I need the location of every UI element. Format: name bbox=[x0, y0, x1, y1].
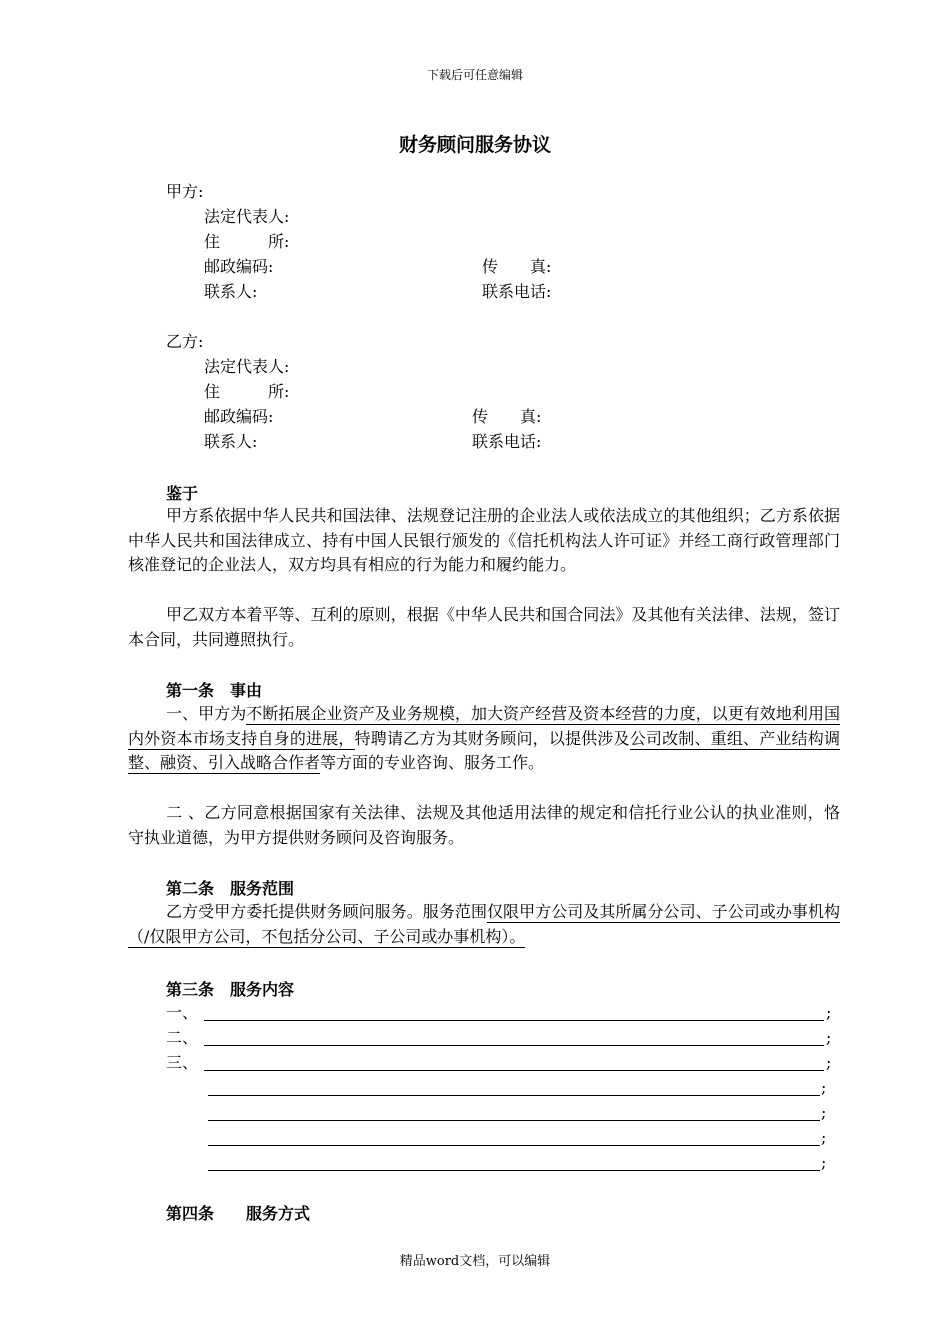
article-3-item-1-blank-line bbox=[204, 1020, 824, 1021]
article-2-paragraph-1 bbox=[128, 900, 840, 949]
article-3-extra-blank-line-1 bbox=[208, 1095, 820, 1096]
whereas-heading: 鉴于 bbox=[166, 484, 199, 503]
article-3-item-1-label: 一、 bbox=[166, 1003, 199, 1022]
party-a-label: 甲方: bbox=[166, 182, 204, 201]
article-3-item-3-semicolon: ; bbox=[826, 1053, 832, 1072]
header-note: 下载后可任意编辑 bbox=[426, 68, 523, 82]
party-b-address: 住 所: bbox=[204, 382, 290, 401]
party-b-fax: 传 真: bbox=[472, 407, 542, 426]
party-b-legal-rep: 法定代表人: bbox=[204, 357, 290, 376]
article-1-paragraph-1 bbox=[128, 702, 840, 776]
whereas-p1-text: 甲方系依据中华人民共和国法律、法规登记注册的企业法人或依法成立的其他组织；乙方系依据中华人民共和国法律成立、持有中国人民银行颁发的《信托机构法人许可证》并经工商行政管理部门核准登记的企业法人，双方均具有相应的行为能力和履约能力。 bbox=[128, 506, 840, 575]
article-4-heading: 第四条 服务方式 bbox=[166, 1204, 311, 1223]
article-1-p2-text: 二 、乙方同意根据国家有关法律、法规及其他适用法律的规定和信托行业公认的执业准则，恪守执业道德，为甲方提供财务顾问及咨询服务。 bbox=[128, 803, 840, 847]
document-title: 财务顾问服务协议 bbox=[398, 134, 551, 156]
article-3-extra-blank-line-4 bbox=[208, 1170, 820, 1171]
article-1-paragraph-2 bbox=[128, 801, 840, 850]
article-3-item-3-blank-line bbox=[204, 1070, 824, 1071]
party-a-phone: 联系电话: bbox=[482, 282, 552, 301]
article-3-item-2-label: 二、 bbox=[166, 1028, 199, 1047]
article-1-p1-c: 等方面的专业咨询、服务工作。 bbox=[320, 753, 545, 773]
article-3-item-3-label: 三、 bbox=[166, 1053, 199, 1072]
party-a-postcode: 邮政编码: bbox=[204, 257, 274, 276]
footer-note: 精品word文档，可以编辑 bbox=[399, 1254, 551, 1269]
party-a-legal-rep: 法定代表人: bbox=[204, 207, 290, 226]
article-1-p1-underlined-1: 不断拓展企业资产及业务规模，加大资产经营及资本经营的力度，以更有效地利用国内外资本市场支持自身的进展， bbox=[128, 704, 840, 748]
article-3-extra-blank-line-3 bbox=[208, 1145, 820, 1146]
article-3-item-1-semicolon: ; bbox=[826, 1003, 832, 1022]
article-1-p1-a: 一、甲方为 bbox=[166, 704, 247, 723]
article-3-item-2-semicolon: ; bbox=[826, 1028, 832, 1047]
article-1-p1-underlined-2: 公司改制、重组、产业结构调整、融资、引入战略合作者 bbox=[128, 728, 840, 773]
article-3-item-2-blank-line bbox=[204, 1045, 824, 1046]
article-3-heading: 第三条 服务内容 bbox=[166, 980, 295, 999]
article-3-extra-semicolon-2: ; bbox=[821, 1103, 827, 1122]
party-b-label: 乙方: bbox=[166, 332, 204, 351]
article-3-extra-semicolon-1: ; bbox=[821, 1078, 827, 1097]
party-a-contact: 联系人: bbox=[204, 282, 258, 301]
whereas-paragraph-1 bbox=[128, 504, 840, 578]
whereas-p2-text: 甲乙双方本着平等、互利的原则，根据《中华人民共和国合同法》及其他有关法律、法规，签订本合同，共同遵照执行。 bbox=[128, 605, 840, 649]
article-1-heading: 第一条 事由 bbox=[166, 681, 263, 700]
article-1-p1-b: 特聘请乙方为其财务顾问，以提供涉及 bbox=[354, 728, 630, 748]
whereas-paragraph-2 bbox=[128, 603, 840, 652]
article-2-heading: 第二条 服务范围 bbox=[166, 879, 295, 898]
article-2-p1-underlined: 仅限甲方公司及其所属分公司、子公司或办事机构（/仅限甲方公司，不包括分公司、子公司或办事机构）。 bbox=[128, 902, 840, 946]
article-3-extra-semicolon-3: ; bbox=[821, 1128, 827, 1147]
article-2-p1-a: 乙方受甲方委托提供财务顾问服务。服务范围 bbox=[166, 902, 487, 921]
party-b-postcode: 邮政编码: bbox=[204, 407, 274, 426]
party-b-phone: 联系电话: bbox=[472, 432, 542, 451]
party-a-fax: 传 真: bbox=[482, 257, 552, 276]
article-3-extra-semicolon-4: ; bbox=[821, 1153, 827, 1172]
party-b-contact: 联系人: bbox=[204, 432, 258, 451]
article-3-extra-blank-line-2 bbox=[208, 1120, 820, 1121]
party-a-address: 住 所: bbox=[204, 232, 290, 251]
